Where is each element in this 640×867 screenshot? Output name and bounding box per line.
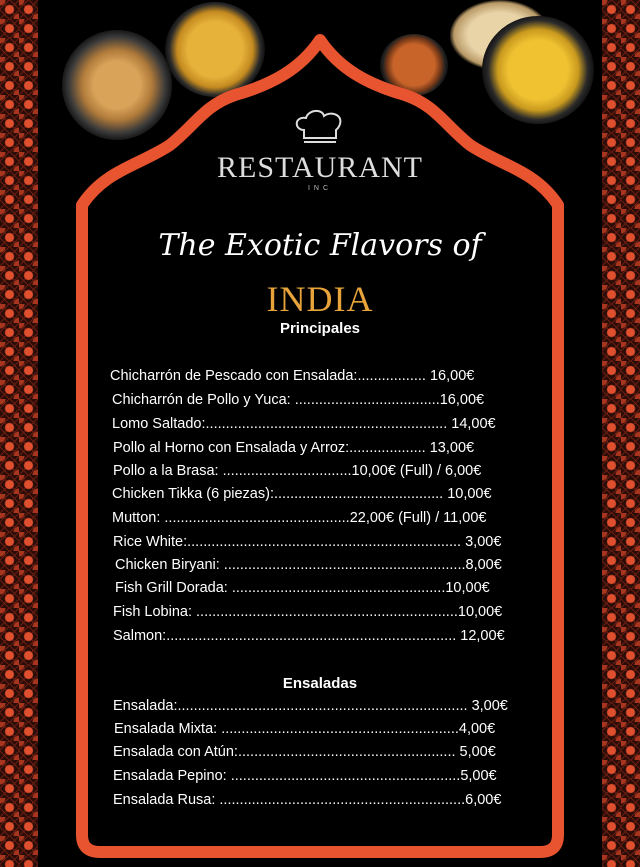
brand-sub: INC bbox=[307, 185, 333, 192]
section-title-ensaladas: Ensaladas bbox=[282, 675, 358, 692]
menu-item: Ensalada Rusa: .............................................................6,00€ bbox=[113, 792, 502, 808]
menu-item: Pollo al Horno con Ensalada y Arroz:................... 13,00€ bbox=[113, 440, 475, 456]
headline-country: INDIA bbox=[266, 279, 374, 319]
menu-item: Chicken Biryani: ............................................................8,00€ bbox=[115, 557, 502, 573]
menu-item: Lomo Saltado:............................................................ 14,00€ bbox=[112, 416, 496, 432]
menu-item: Pollo a la Brasa: ................................10,00€ (Full) / 6,00€ bbox=[113, 463, 482, 479]
menu-item: Ensalada Pepino: .........................................................5,00€ bbox=[113, 768, 497, 784]
menu-item: Mutton: ..............................................22,00€ (Full) / 11,00€ bbox=[112, 510, 487, 526]
menu-item: Chicken Tikka (6 piezas):.......................................... 10,00€ bbox=[112, 486, 492, 502]
menu-item: Ensalada Mixta: ...........................................................4,00€ bbox=[114, 721, 496, 737]
menu-item: Rice White:.................................................................... 3,00€ bbox=[113, 534, 502, 550]
brand-name: RESTAURANT bbox=[217, 151, 423, 184]
menu-item: Chicharrón de Pollo y Yuca: ....................................16,00€ bbox=[112, 392, 485, 408]
menu-item: Fish Lobina: .................................................................10,00€ bbox=[113, 604, 503, 620]
menu-item: Fish Grill Dorada: .....................................................10,00€ bbox=[115, 580, 490, 596]
chef-hat-icon bbox=[290, 108, 350, 148]
menu-item: Ensalada con Atún:...................................................... 5,00€ bbox=[113, 744, 496, 760]
headline-script: The Exotic Flavors of bbox=[158, 228, 482, 263]
menu-item: Salmon:........................................................................ 12,00€ bbox=[113, 628, 505, 644]
menu-item: Ensalada:........................................................................ 3,00€ bbox=[113, 698, 508, 714]
restaurant-logo bbox=[0, 108, 640, 192]
section-title-principales: Principales bbox=[279, 320, 361, 337]
menu-item: Chicharrón de Pescado con Ensalada:................. 16,00€ bbox=[110, 368, 475, 384]
